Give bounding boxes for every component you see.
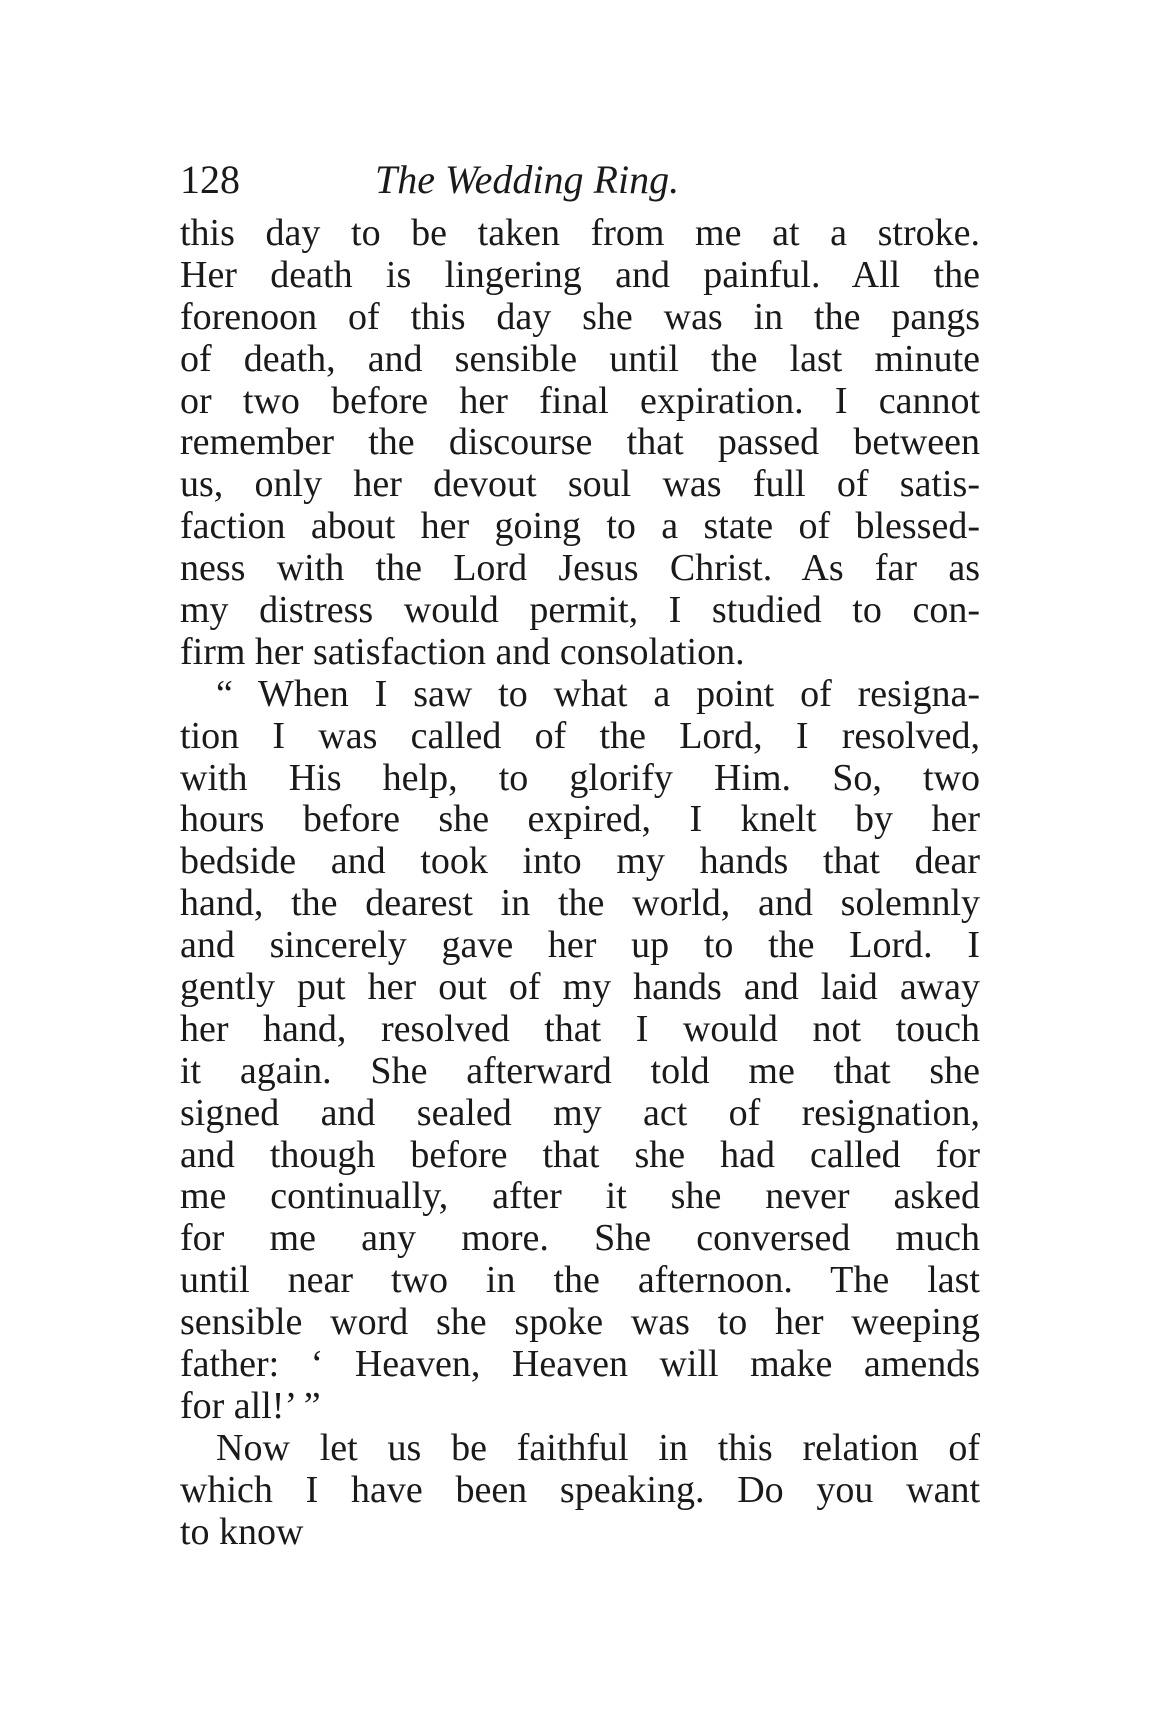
text-line: which I have been speaking. Do you want <box>180 1468 980 1511</box>
text-line: hours before she expired, I knelt by her <box>180 798 980 841</box>
text-line: faction about her going to a state of blessed- <box>180 505 980 548</box>
text-line: for all!’ ” <box>180 1384 321 1427</box>
page-number: 128 <box>180 157 240 202</box>
text-line: hand, the dearest in the world, and solemnly <box>180 882 980 925</box>
text-line: for me any more. She conversed much <box>180 1217 980 1260</box>
text-line: this day to be taken from me at a stroke. <box>180 212 980 254</box>
text-line: remember the discourse that passed between <box>180 421 980 464</box>
text-line: until near two in the afternoon. The last <box>180 1259 980 1302</box>
paragraph-3 <box>180 1428 980 1554</box>
text-line: sensible word she spoke was to her weeping <box>180 1301 980 1344</box>
text-line: it again. She afterward told me that she <box>180 1049 980 1092</box>
text-line: ness with the Lord Jesus Christ. As far as <box>180 547 980 590</box>
text-line: of death, and sensible until the last minute <box>180 337 980 380</box>
text-line: her hand, resolved that I would not touch <box>180 1007 980 1050</box>
text-line: father: ‘ Heaven, Heaven will make amends <box>180 1343 980 1386</box>
body-text <box>180 213 980 1554</box>
text-line: with His help, to glorify Him. So, two <box>180 756 980 799</box>
text-line: my distress would permit, I studied to con- <box>180 589 980 632</box>
text-line: firm her satisfaction and consolation. <box>180 630 745 673</box>
text-line: signed and sealed my act of resignation, <box>180 1091 980 1134</box>
text-line: and sincerely gave her up to the Lord. I <box>180 924 980 967</box>
text-line: gently put her out of my hands and laid away <box>180 966 980 1009</box>
text-line: tion I was called of the Lord, I resolved, <box>180 714 980 757</box>
text-line: and though before that she had called for <box>180 1133 980 1176</box>
text-line: Her death is lingering and painful. All the <box>180 253 980 296</box>
text-line: forenoon of this day she was in the pangs <box>180 295 980 338</box>
text-line: to know <box>180 1510 304 1553</box>
paragraph-1 <box>180 213 980 674</box>
text-line: bedside and took into my hands that dear <box>180 840 980 883</box>
paragraph-2 <box>180 674 980 1428</box>
text-line: me continually, after it she never asked <box>180 1175 980 1218</box>
running-title: The Wedding Ring. <box>375 157 680 202</box>
text-line: “ When I saw to what a point of resigna- <box>216 672 980 715</box>
text-line: us, only her devout soul was full of satis- <box>180 463 980 506</box>
running-head <box>180 150 980 210</box>
text-line: Now let us be faithful in this relation of <box>216 1426 980 1469</box>
text-line: or two before her final expiration. I cannot <box>180 379 980 422</box>
